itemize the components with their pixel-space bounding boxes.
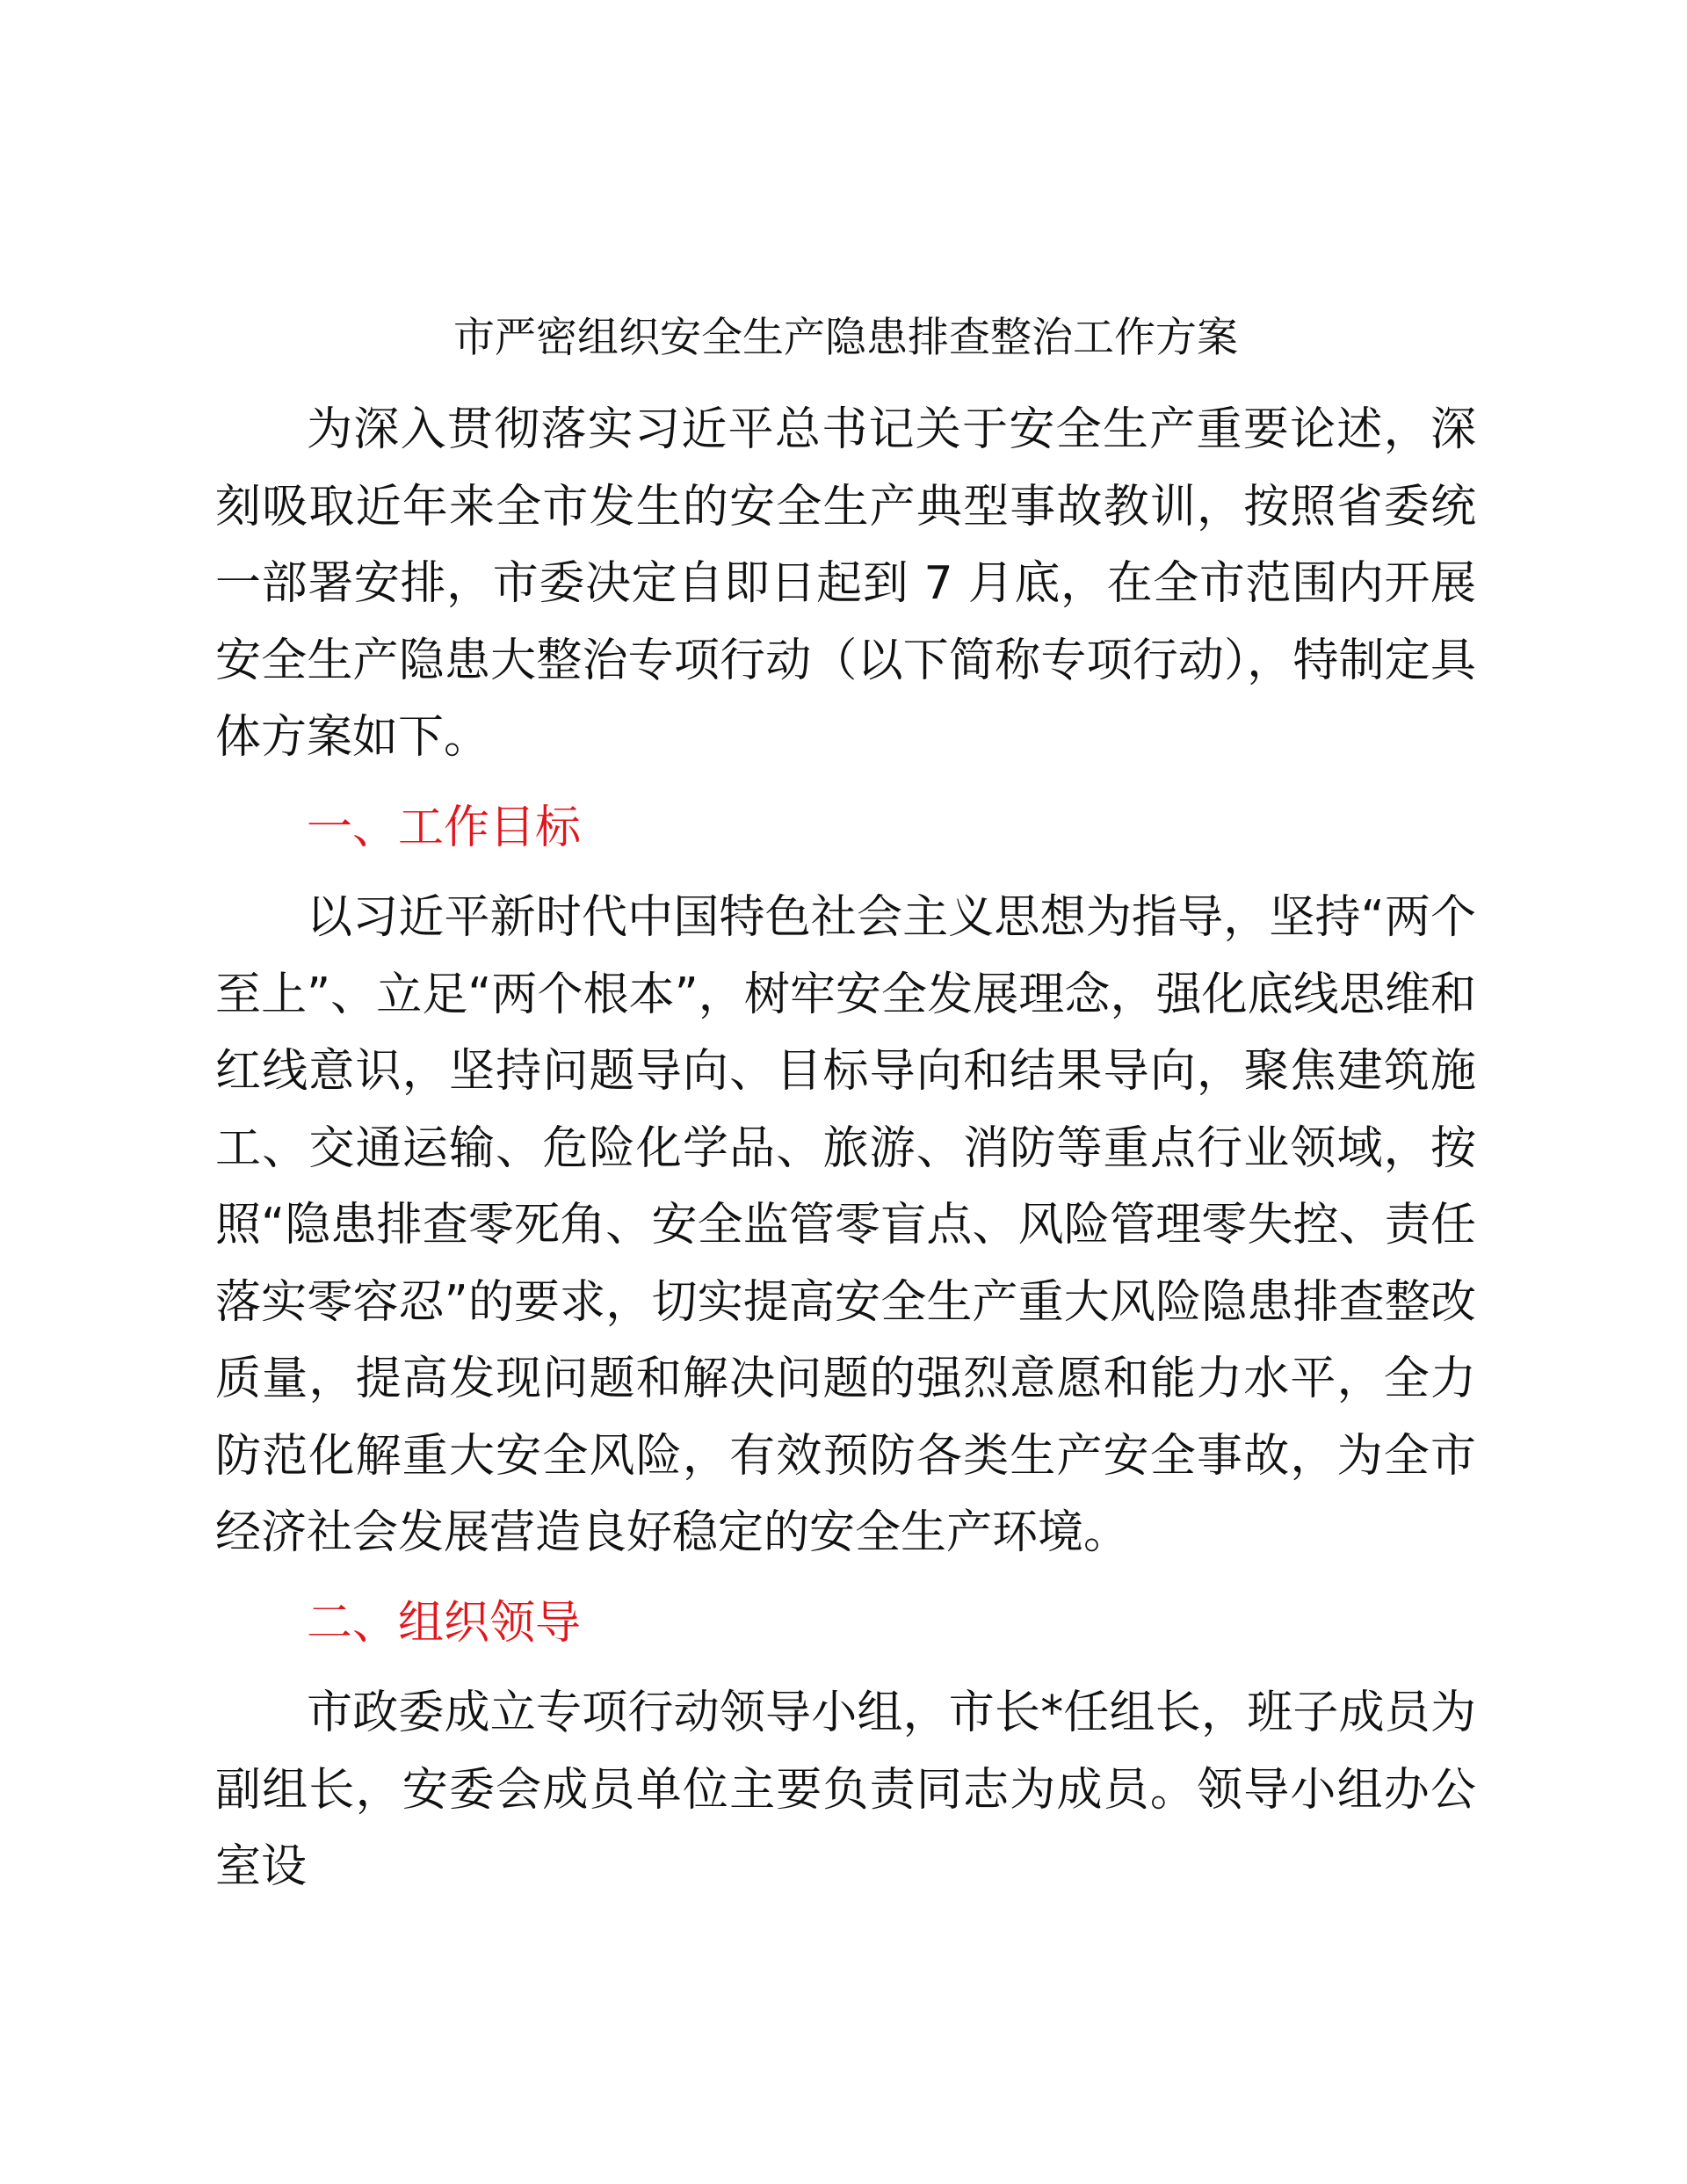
section-heading-organization: 二、组织领导 xyxy=(307,1596,582,1650)
section-heading-goals: 一、工作目标 xyxy=(307,801,582,854)
section-body-goals: 以习近平新时代中国特色社会主义思想为指导，坚持“两个至上”、立足“两个根本”，树牢安全发展理念，强化底线思维和红线意识，坚持问题导向、目标导向和结果导向，聚焦建筑施工、交通运输、危险化学品、旅游、消防等重点行业领域，按照“隐患排查零死角、安全监管零盲点、风险管理零失控、责任落实零容忍”的要求，切实提高安全生产重大风险隐患排查整改质量，提高发现问题和解决问题的强烈意愿和能力水平，全力防范化解重大安全风险，有效预防各类生产安全事故，为全市经济社会发展营造良好稳定的安全生产环境。 xyxy=(215,891,1476,1559)
document-title: 市严密组织安全生产隐患排查整治工作方案 xyxy=(453,314,1238,362)
document-content xyxy=(215,308,1476,1906)
section-body-organization: 市政委成立专项行动领导小组，市长*任组长，班子成员为副组长，安委会成员单位主要负责同志为成员。领导小组办公室设 xyxy=(215,1687,1476,1893)
intro-paragraph: 为深入贯彻落实习近平总书记关于安全生产重要论述，深刻吸取近年来全市发生的安全生产典型事故教训，按照省委统一部署安排，市委决定自即日起到 7 月底，在全市范围内开展安全生产隐患大整治专项行动（以下简称专项行动），特制定具体方案如下。 xyxy=(215,403,1476,764)
